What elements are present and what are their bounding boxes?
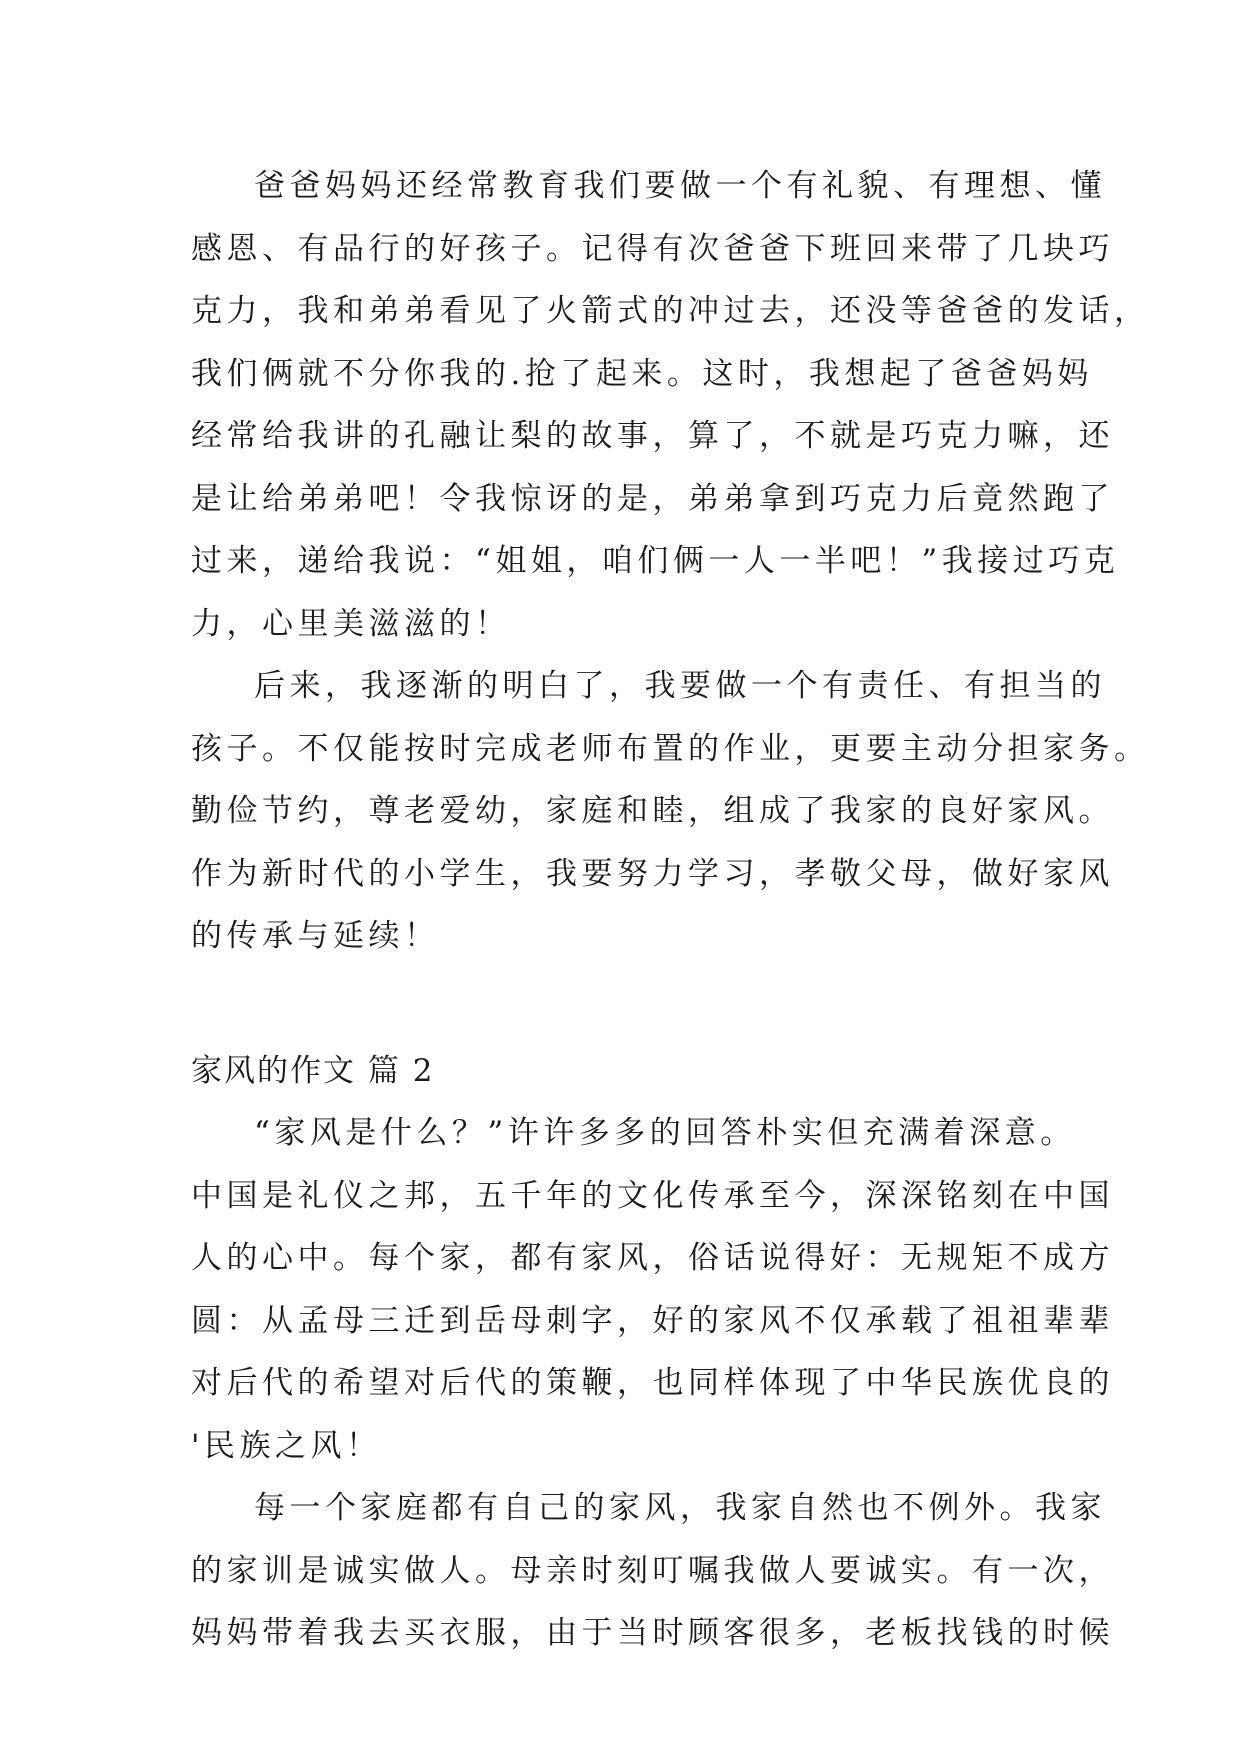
text-line: 作为新时代的小学生，我要努力学习，孝敬父母，做好家风 [191,855,1114,892]
text-line: 爸爸妈妈还经常教育我们要做一个有礼貌、有理想、懂 [254,168,1106,204]
text-line: 圆：从孟母三迁到岳母刺字，好的家风不仅承载了祖祖辈辈 [191,1302,1114,1339]
text-line: 的传承与延续！ [191,918,440,954]
text-line: '民族之风！ [191,1427,382,1464]
text-line: 力，心里美滋滋的！ [191,605,511,642]
text-line: 感恩、有品行的好孩子。记得有次爸爸下班回来带了几块巧 [191,230,1114,267]
text-line: 妈妈带着我去买衣服，由于当时顾客很多，老板找钱的时候 [191,1615,1114,1651]
text-line: 我们俩就不分你我的.抢了起来。这时，我想起了爸爸妈妈 [191,355,1093,392]
text-line: 每一个家庭都有自己的家风，我家自然也不例外。我家 [254,1490,1106,1526]
text-line: 克力，我和弟弟看见了火箭式的冲过去，还没等爸爸的发话， [191,293,1150,329]
text-line: 过来，递给我说：“姐姐，咱们俩一人一半吧！”我接过巧克 [191,543,1120,579]
text-line: 中国是礼仪之邦，五千年的文化传承至今，深深铭刻在中国 [191,1177,1114,1214]
text-line: 的家训是诚实做人。母亲时刻叮嘱我做人要诚实。有一次， [191,1552,1114,1589]
text-line: 孩子。不仅能按时完成老师布置的作业，更要主动分担家务。 [191,730,1150,767]
text-line: 对后代的希望对后代的策鞭，也同样体现了中华民族优良的 [191,1365,1114,1401]
text-line: 经常给我讲的孔融让梨的故事，算了，不就是巧克力嘛，还 [191,418,1114,454]
paragraph [191,1477,1114,1665]
text-line: 人的心中。每个家，都有家风，俗话说得好：无规矩不成方 [191,1240,1114,1276]
text-line: 后来，我逐渐的明白了，我要做一个有责任、有担当的 [254,668,1106,704]
paragraph [191,1102,1114,1477]
section-gap [191,968,1071,1040]
section-heading: 家风的作文 篇 2 [191,1052,435,1089]
text-line: 是让给弟弟吧！令我惊讶的是，弟弟拿到巧克力后竟然跑了 [191,480,1114,517]
document-body [191,155,1150,1665]
text-line: 勤俭节约，尊老爱幼，家庭和睦，组成了我家的良好家风。 [191,793,1114,829]
text-line: “家风是什么？”许许多多的回答朴实但充满着深意。 [254,1115,1076,1151]
paragraph [191,155,1150,655]
paragraph [191,655,1150,968]
